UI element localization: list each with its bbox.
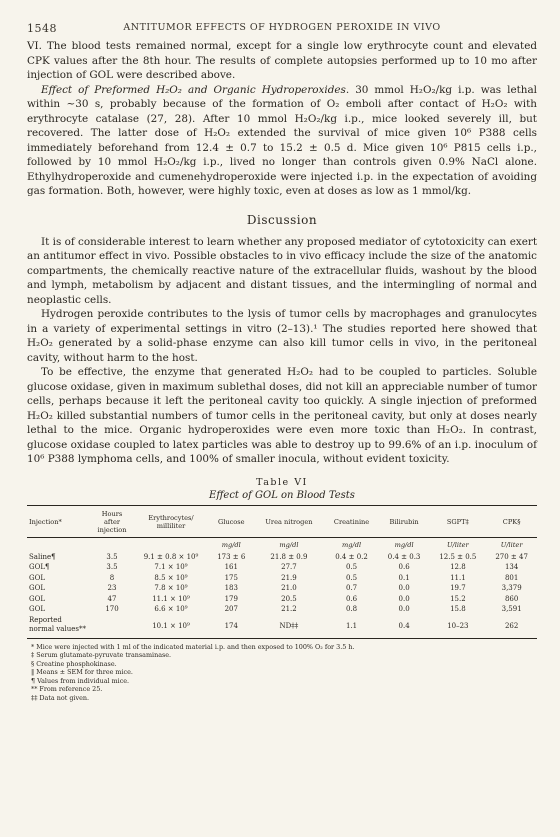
table-cell: 8.5 × 10⁹	[154, 573, 188, 582]
table-cell: 3.5	[106, 552, 118, 561]
unit-cell	[133, 537, 209, 552]
table-cell: 0.5	[345, 563, 358, 571]
table-footnotes	[27, 643, 537, 703]
table-cell: 0.5	[345, 573, 358, 582]
table-cell: 0.4	[398, 621, 410, 630]
table-cell: 801	[504, 573, 519, 582]
table-cell: 170	[105, 605, 119, 613]
table-cell: 15.2	[450, 594, 466, 603]
discussion-paragraph-1: It is of considerable interest to learn whether any proposed mediator of cytotoxicity can exert an antitumor effect in vivo. Possible obstacles to in vivo efficacy include the size of the anatomic compartments, the chemically reactive nature of the extracellular fluids, washout by the blood and lymph, metabolism by adjacent and distant tissues, and the intermingling of normal and neoplastic cells.	[27, 235, 537, 306]
table-cell: 7.1 × 10⁹	[154, 563, 188, 571]
table-cell: 860	[504, 594, 519, 603]
table-cell: 0.0	[398, 594, 410, 603]
footnote: ** From reference 25.	[31, 685, 103, 694]
table-cell: Saline¶	[29, 552, 56, 561]
table-cell: 23	[107, 584, 117, 592]
table-cell: 21.2	[281, 605, 297, 613]
table-cell: ND‡‡	[279, 621, 299, 630]
table-cell: GOL	[29, 594, 45, 603]
footnote: ¶ Values from individual mice.	[31, 676, 130, 685]
table-cell: 183	[224, 584, 238, 592]
table-cell: 6.6 × 10⁹	[154, 605, 188, 613]
table-cell: 0.8	[345, 605, 358, 613]
unit-cell	[91, 537, 133, 552]
table-cell: 47	[107, 594, 117, 603]
table-title: Effect of GOL on Blood Tests	[209, 489, 355, 501]
footnote: ‖ Means ± SEM for three mice.	[31, 668, 133, 677]
table-cell: 21.8 ± 0.9	[270, 552, 308, 561]
table-cell: 0.0	[398, 584, 410, 592]
table-cell: 7.8 × 10⁹	[154, 584, 188, 592]
table-cell: 0.6	[398, 563, 410, 571]
table-cell: 12.5 ± 0.5	[439, 552, 477, 561]
unit-cell: mg/dl	[221, 540, 241, 549]
unit-cell: mg/dl	[394, 540, 414, 549]
table-row	[27, 615, 537, 638]
table-cell: 0.1	[398, 573, 410, 582]
table-cell: 262	[504, 621, 519, 630]
effect-heading: Effect of Preformed H₂O₂ and Organic Hydroperoxides.	[41, 83, 350, 96]
table-cell: 9.1 ± 0.8 × 10⁹	[143, 552, 199, 561]
effect-body: 30 mmol H₂O₂/kg i.p. was lethal within ~30 s, probably because of the formation of O₂ emboli after contact of H₂O₂ with erythrocyte catalase (27, 28). After 10 mmol H₂O₂/kg i.p., mice looked severely ill, but recovered. The latter dose of H₂O₂ extended the survival of mice given 10⁶ P388 cells immediately beforehand from 12.4 ± 0.7 to 15.2 ± 0.5 d. Mice given 10⁶ P815 cells i.p., followed by 10 mmol H₂O₂/kg i.p., lived no longer than controls given 0.9% NaCl alone. Ethylhydroperoxide and cumenehydroperoxide were injected i.p. in the expectation of avoiding gas formation. Both, however, were highly toxic, even at doses as low as 1 mmol/kg.	[27, 83, 537, 197]
table-cell: GOL	[29, 573, 45, 582]
paper-page	[27, 22, 537, 703]
table-row	[27, 584, 537, 595]
table-cell: 21.9	[281, 573, 297, 582]
table-cell: 175	[224, 573, 238, 582]
page-number: 1548	[27, 22, 57, 35]
table-cell: 0.6	[345, 594, 358, 603]
footnote: ‡‡ Data not given.	[31, 694, 90, 703]
column-header: CPK§	[502, 517, 521, 526]
table-cell: 12.8	[450, 563, 466, 571]
unit-cell: mg/dl	[342, 540, 362, 549]
table-cell: 173 ± 6	[217, 552, 246, 561]
table-cell: 10–23	[447, 621, 469, 630]
table-row	[27, 563, 537, 574]
blood-tests-table	[27, 505, 537, 639]
table-cell: 0.0	[398, 605, 410, 613]
table-cell: 0.4 ± 0.2	[335, 552, 368, 561]
table-cell: 15.8	[450, 605, 466, 613]
unit-cell: U/liter	[447, 540, 469, 549]
discussion-paragraph-2: Hydrogen peroxide contributes to the lysis of tumor cells by macrophages and granulocytes in a variety of experimental settings in vitro (2–13).¹ The studies reported here showed that H₂O₂ generated by a solid-phase enzyme can also kill tumor cells in vivo, in the peritoneal cavity, without harm to the host.	[27, 308, 537, 364]
discussion-body	[27, 235, 537, 467]
column-header: Creatinine	[333, 517, 370, 526]
column-header: SGPT‡	[446, 517, 469, 526]
table-cell: 20.5	[281, 594, 297, 603]
column-header: Hours after injection	[97, 509, 127, 534]
table-cell: 27.7	[281, 563, 297, 571]
table-row	[27, 594, 537, 605]
table-row	[27, 605, 537, 616]
table-cell: 10.1 × 10⁹	[152, 621, 190, 630]
table-cell: 3,379	[501, 584, 522, 592]
table-row	[27, 552, 537, 563]
table-header-row	[27, 506, 537, 538]
discussion-paragraph-3: To be effective, the enzyme that generated H₂O₂ had to be coupled to particles. Soluble glucose oxidase, given in maximum sublethal doses, did not kill an appreciable number of tumor cells, perhaps because it left the peritoneal cavity too quickly. A single injection of preformed H₂O₂ killed substantial numbers of tumor cells in the peritoneal cavity, but only at doses nearly lethal to the mice. Organic hydroperoxides were even more toxic than H₂O₂. In contrast, glucose oxidase coupled to latex particles was able to destroy up to 99.6% of an i.p. inoculum of 10⁶ P388 lymphoma cells, and 100% of smaller inocula, without evident toxicity.	[27, 366, 537, 465]
table-cell: 3,591	[501, 605, 522, 613]
table-cell: GOL¶	[29, 563, 50, 571]
table-cell: 1.1	[345, 621, 358, 630]
column-header: Bilirubin	[389, 517, 419, 526]
effect-paragraph	[27, 83, 537, 199]
unit-cell: U/liter	[500, 540, 523, 549]
table-caption: Table VI	[256, 476, 308, 488]
table-cell: 270 ± 47	[495, 552, 528, 561]
discussion-heading: Discussion	[246, 212, 318, 227]
column-header: Erythrocytes/ milliliter	[148, 513, 194, 530]
unit-cell: mg/dl	[279, 540, 299, 549]
table-row	[27, 573, 537, 584]
column-header: Urea nitrogen	[265, 517, 313, 526]
table-cell: 8	[109, 573, 115, 582]
table-cell: 161	[224, 563, 238, 571]
table-cell: GOL	[29, 605, 45, 613]
footnote: ‡ Serum glutamate-pyruvate transaminase.	[31, 651, 172, 660]
units-row	[27, 537, 537, 552]
table-cell: 0.7	[345, 584, 358, 592]
table-cell: 11.1	[450, 573, 466, 582]
table-cell: 19.7	[450, 584, 466, 592]
table-cell: 207	[224, 605, 238, 613]
running-title: ANTITUMOR EFFECTS OF HYDROGEN PEROXIDE IN VIVO	[123, 22, 441, 33]
column-header: Glucose	[217, 517, 245, 526]
table-cell: 0.4 ± 0.3	[387, 552, 421, 561]
table-cell: 21.0	[281, 584, 297, 592]
table-cell: 11.1 × 10⁹	[152, 594, 190, 603]
table-cell	[91, 615, 133, 638]
page-header	[27, 22, 537, 35]
footnote: * Mice were injected with 1 ml of the indicated material i.p. and then exposed to 100% O₂ for 3.5 h.	[31, 642, 355, 651]
table-cell: 134	[504, 563, 519, 571]
footnote: § Creatine phosphokinase.	[31, 659, 117, 668]
table-cell: GOL	[29, 584, 45, 592]
column-header: Injection*	[29, 517, 62, 526]
intro-paragraph: VI. The blood tests remained normal, except for a single low erythrocyte count and elevated CPK values after the 8th hour. The results of complete autopsies performed up to 10 mo after injection of GOL were described above.	[27, 40, 537, 81]
table-cell: 174	[224, 621, 238, 630]
table-cell: Reported normal values**	[29, 615, 86, 633]
table-cell: 179	[224, 594, 238, 603]
unit-cell	[27, 537, 91, 552]
table-cell: 3.5	[106, 563, 118, 571]
